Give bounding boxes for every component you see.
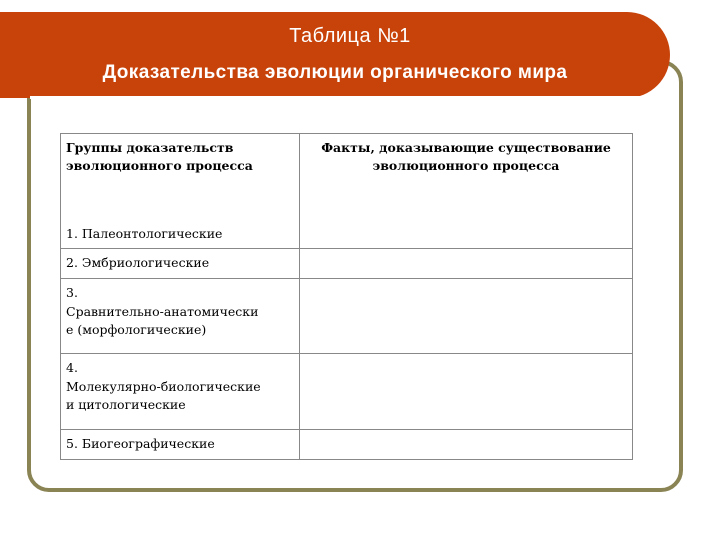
facts-cell (300, 279, 633, 354)
header-groups-label: Группы доказательств эволюционного процесса (66, 140, 253, 174)
table-header-row (61, 134, 633, 249)
facts-cell (300, 249, 633, 279)
table-row (61, 249, 633, 279)
row-label-biogeographical: 5. Биогеографические (61, 430, 300, 459)
table-row (61, 354, 633, 430)
row-label-paleontological: 1. Палеонтологические (66, 226, 223, 242)
table-row (61, 279, 633, 354)
table-row (61, 430, 633, 459)
row-label-embryological: 2. Эмбриологические (61, 249, 300, 279)
row-label-molecular-biological: 4. Молекулярно-биологические и цитологические (61, 354, 300, 430)
header-cell-groups (61, 134, 300, 249)
row-label-comparative-anatomical: 3. Сравнительно-анатомически е (морфологические) (61, 279, 300, 354)
slide-title: Таблица №1 (289, 25, 411, 47)
facts-cell (300, 354, 633, 430)
facts-cell (300, 430, 633, 459)
slide-subtitle: Доказательства эволюции органического мира (102, 62, 568, 83)
banner-divider (30, 96, 640, 99)
header-facts-label: Факты, доказывающие существование эволюционного процесса (321, 140, 611, 174)
evidence-table (60, 133, 633, 460)
header-cell-facts (300, 134, 633, 249)
